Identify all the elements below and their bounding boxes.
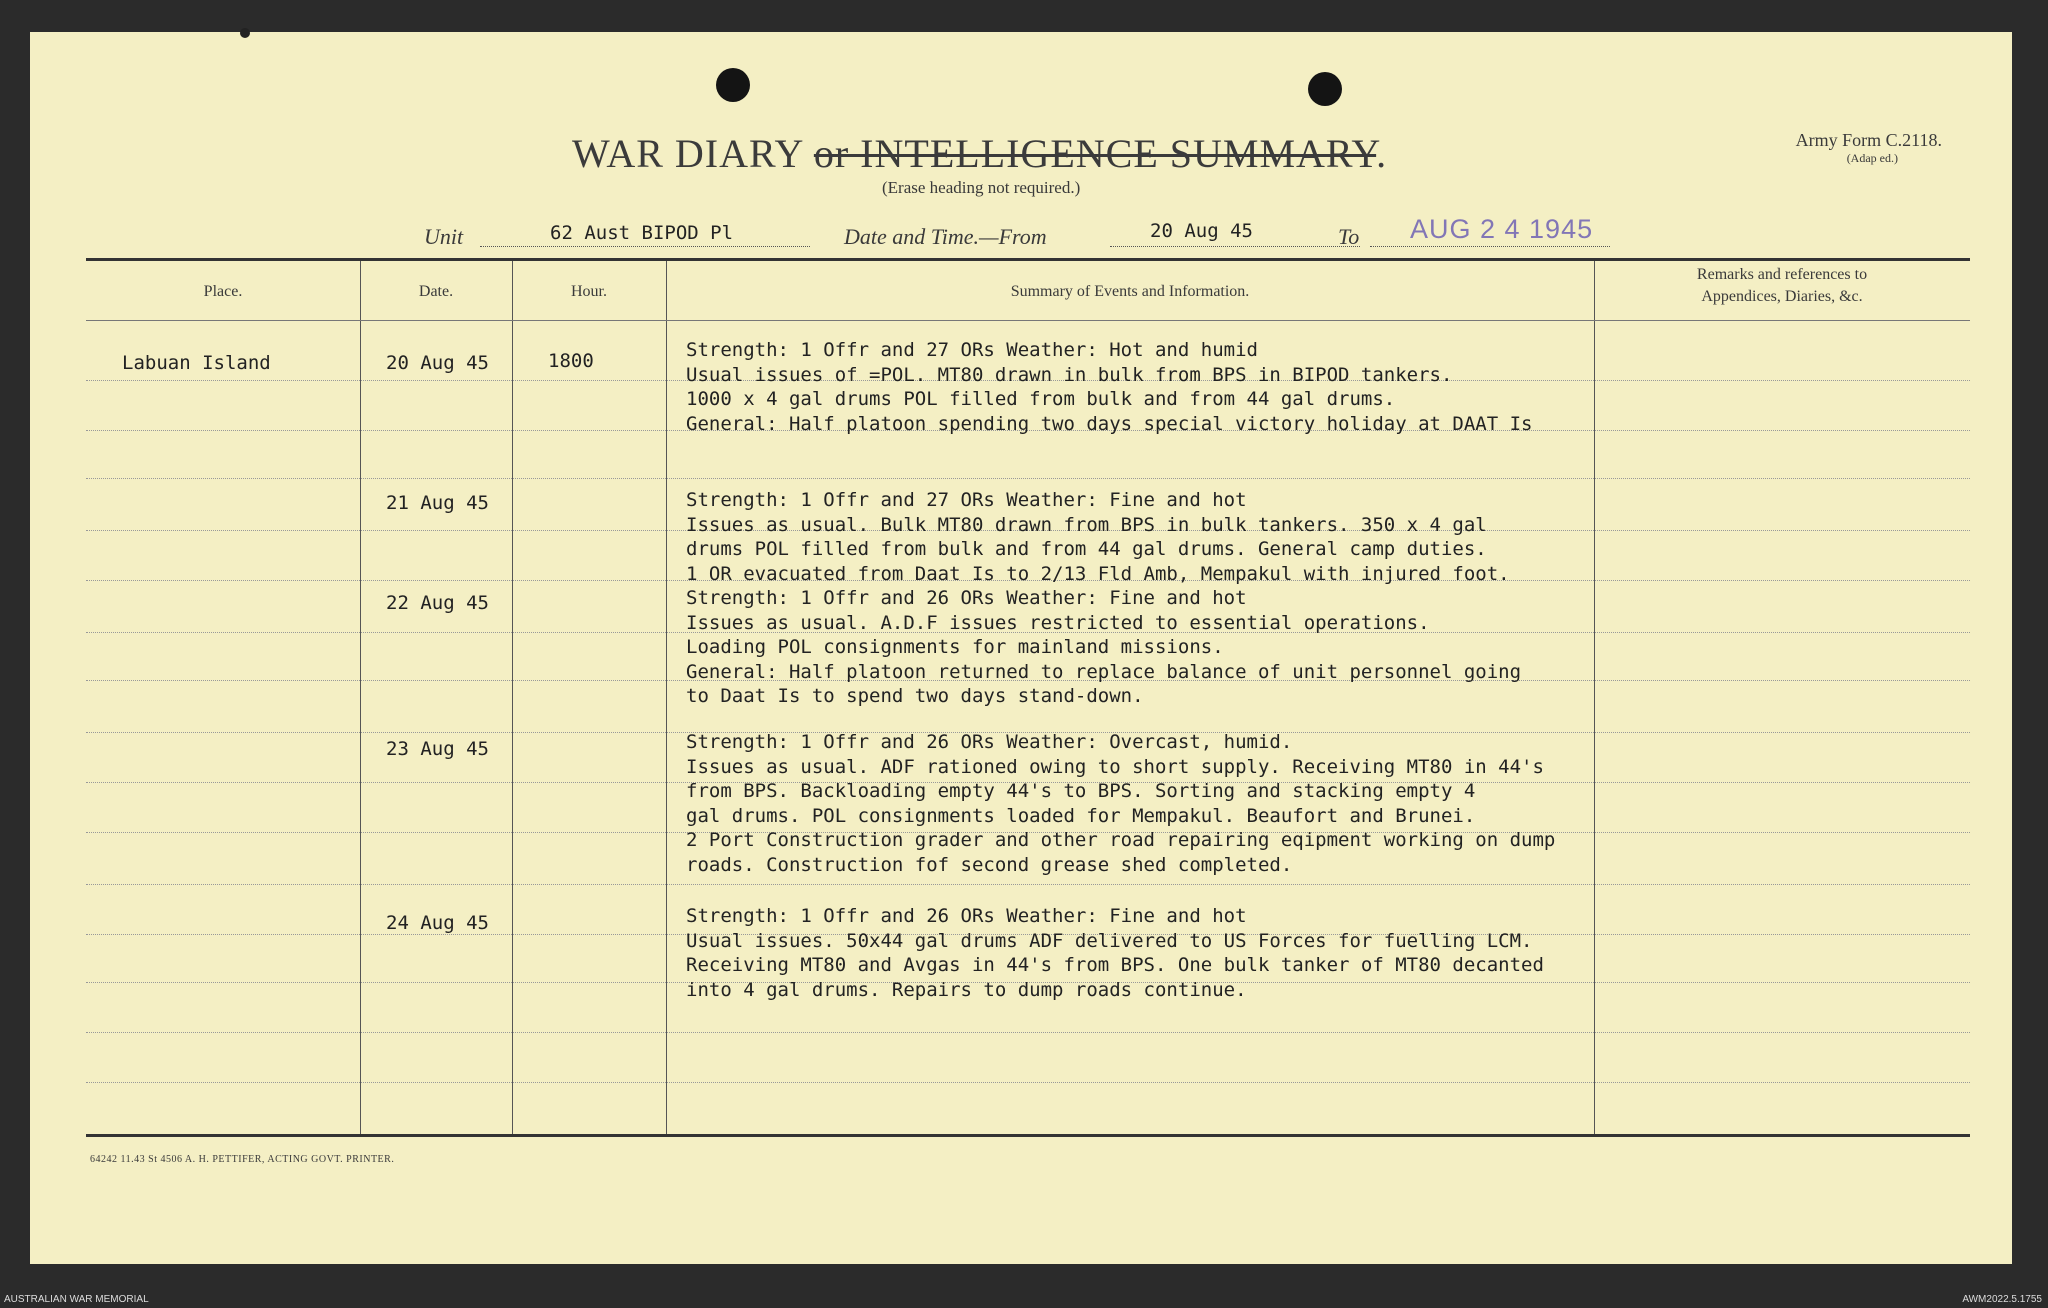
to-label: To [1338,224,1360,249]
divider-date-hour [512,261,513,1134]
footer-archive-name: AUSTRALIAN WAR MEMORIAL [4,1294,149,1305]
entry-line: General: Half platoon spending two days special victory holiday at DAAT Is [686,412,1533,435]
date-from-label: Date and Time.—From [844,224,1047,249]
column-header-remarks [1594,264,1970,308]
entry-line: Loading POL consignments for mainland missions. [686,636,1224,658]
entry-line: 1 OR evacuated from Daat Is to 2/13 Fld Amb, Mempakul with injured foot. [686,562,1510,585]
page-title [572,130,1387,177]
ruled-line [86,1082,1970,1083]
entry-line: Issues as usual. A.D.F issues restricted to essential operations. [686,611,1430,634]
hour-cell: 1800 [548,350,594,372]
date-cell: 20 Aug 45 [386,352,489,374]
ruled-line [86,478,1970,479]
received-date-stamp: AUG 2 4 1945 [1410,214,1594,244]
ink-speck [240,28,250,38]
date-cell: 24 Aug 45 [386,912,489,934]
entry-line: from BPS. Backloading empty 44's to BPS. Sorting and stacking empty 4 [686,780,1476,802]
title-end: . [1376,131,1388,176]
form-number-text: Army Form C.2118. [1795,130,1942,150]
entry-line: Strength: 1 Offr and 26 ORs Weather: Fine and hot [686,905,1247,927]
entry-line: Issues as usual. Bulk MT80 drawn from BPS in bulk tankers. 350 x 4 gal [686,513,1487,536]
table-top-rule [86,258,1970,261]
printer-imprint: 64242 11.43 St 4506 A. H. PETTIFER, ACTING GOVT. PRINTER. [90,1154,395,1165]
column-header-place: Place. [203,283,243,300]
entry-line: to Daat Is to spend two days stand-down. [686,685,1144,707]
entry-line: Usual issues of =POL. MT80 drawn in bulk from BPS in BIPOD tankers. [686,363,1453,386]
date-cell: 21 Aug 45 [386,492,489,514]
footer-record-id: AWM2022.5.1755 [1962,1294,2042,1305]
title-struck: or INTELLIGENCE SUMMARY [813,131,1377,176]
entry-line: Usual issues. 50x44 gal drums ADF delivered to US Forces for fuelling LCM. [686,929,1533,952]
entry-line: 1000 x 4 gal drums POL filled from bulk and from 44 gal drums. [686,388,1396,410]
header-rule [86,320,1970,321]
remarks-header-line2: Appendices, Diaries, &c. [1701,288,1863,305]
date-from-field [1110,220,1360,247]
punch-hole-right [1308,72,1342,106]
entry-line: into 4 gal drums. Repairs to dump roads continue. [686,978,1247,1001]
unit-field [480,220,810,247]
erase-note: (Erase heading not required.) [882,178,1081,197]
divider-summary-remarks [1594,261,1595,1134]
remarks-header-line1: Remarks and references to [1696,266,1868,283]
entry-20-aug [686,338,1532,436]
title-war-diary: WAR DIARY [572,131,803,176]
entry-line: drums POL filled from bulk and from 44 gal drums. General camp duties. [686,538,1487,560]
ruled-line [86,1032,1970,1033]
entry-line: 2 Port Construction grader and other road repairing eqipment working on dump [686,829,1556,851]
entry-line: gal drums. POL consignments loaded for Mempakul. Beaufort and Brunei. [686,804,1476,827]
entry-line: Strength: 1 Offr and 26 ORs Weather: Overcast, humid. [686,731,1293,753]
column-header-hour: Hour. [571,283,607,300]
table-bottom-rule [86,1134,1970,1137]
form-sub-text: (Adap ed.) [1846,151,1898,165]
entry-line: Strength: 1 Offr and 27 ORs Weather: Hot and humid [686,339,1258,361]
date-from-value: 20 Aug 45 [1150,220,1253,242]
entry-23-aug [686,730,1555,877]
ruled-line [86,884,1970,885]
entry-line: roads. Construction fof second grease shed completed. [686,853,1293,876]
column-header-date: Date. [418,283,454,300]
divider-hour-summary [666,261,667,1134]
entry-line: General: Half platoon returned to replace balance of unit personnel going [686,660,1522,683]
entry-22-aug [686,586,1521,709]
entry-line: Strength: 1 Offr and 26 ORs Weather: Fine and hot [686,587,1247,609]
army-form-number [1796,130,1942,166]
entry-24-aug [686,904,1544,1002]
to-field [1370,214,1610,247]
column-header-summary: Summary of Events and Information. [1010,283,1250,300]
entry-line: Issues as usual. ADF rationed owing to short supply. Receiving MT80 in 44's [686,755,1544,778]
place-cell: Labuan Island [122,352,271,374]
date-cell: 22 Aug 45 [386,592,489,614]
entry-line: Strength: 1 Offr and 27 ORs Weather: Fine and hot [686,489,1247,511]
unit-value: 62 Aust BIPOD Pl [550,222,734,244]
entry-line: Receiving MT80 and Avgas in 44's from BPS. One bulk tanker of MT80 decanted [686,954,1544,976]
punch-hole-left [716,68,750,102]
entry-21-aug [686,488,1510,586]
date-cell: 23 Aug 45 [386,738,489,760]
divider-place-date [360,261,361,1134]
diary-sheet [30,32,2012,1264]
unit-label: Unit [424,224,464,249]
